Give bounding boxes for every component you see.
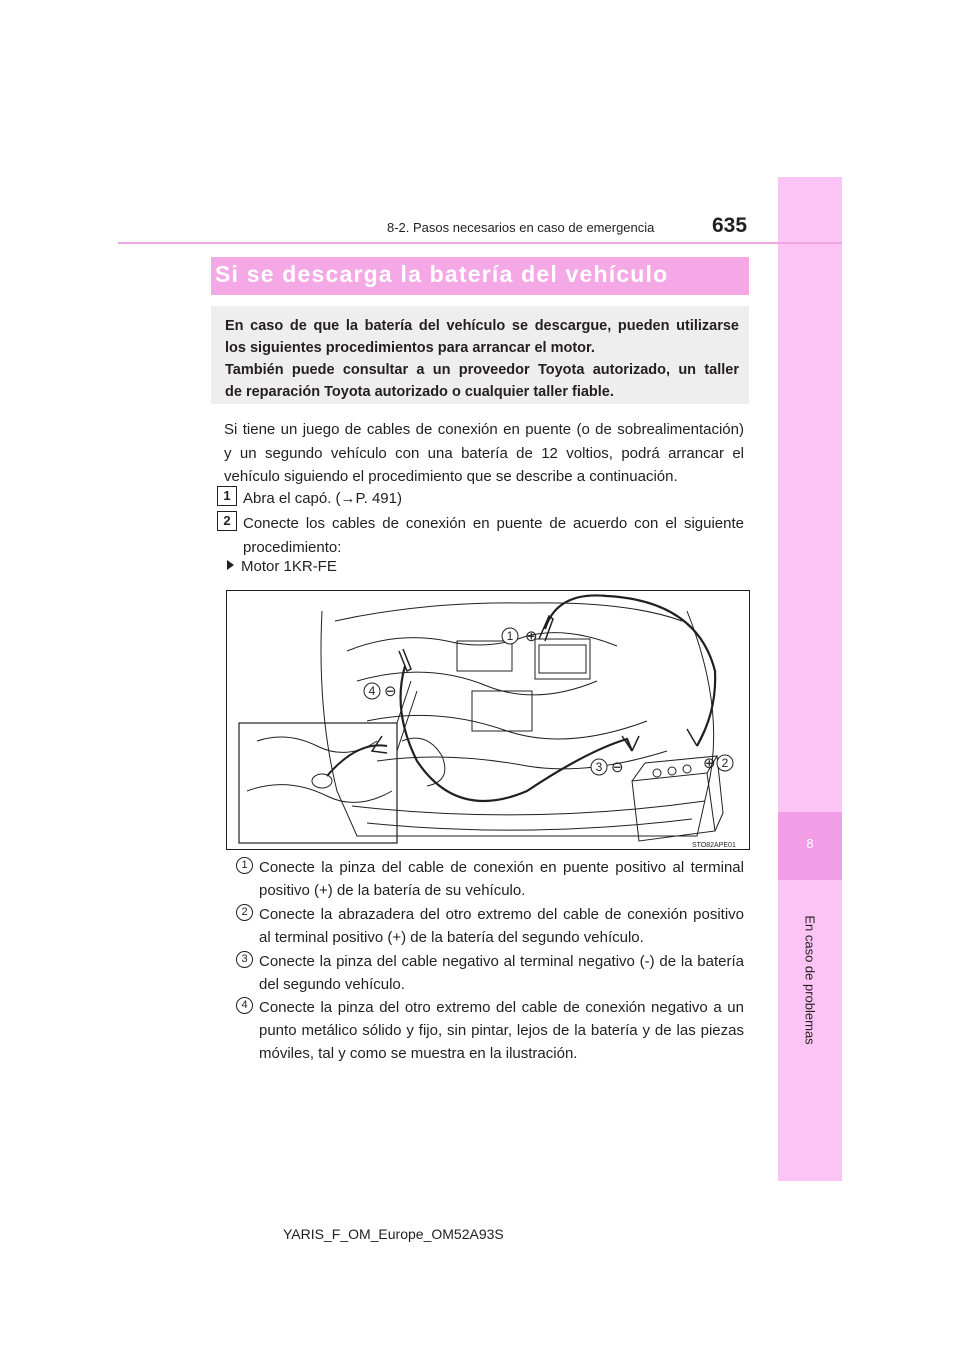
engine-block [457,641,512,671]
illustration-drawing [227,591,751,851]
callout-3-label: 3 [595,760,603,774]
figure-code: STO82APE01 [692,842,736,849]
intro-line: los siguientes procedimientos para arrancar el motor. [225,340,595,356]
battery-cap [668,767,676,775]
substep-number: 4 [236,997,253,1014]
engine-item [227,558,337,575]
battery-cap [653,769,661,777]
substep-text [259,903,744,949]
substep-text [259,856,744,902]
hood-edge [335,603,682,621]
jump-start-illustration [226,590,750,850]
bumper-line [352,801,705,815]
engine-block [472,691,532,731]
engine-contour [402,738,445,786]
step-text [243,512,744,559]
substep-line: móviles, tal y como se muestra en la ilustración. [259,1045,578,1062]
step-number-box: 2 [217,511,237,531]
second-battery [632,773,715,841]
vehicle-battery-top [539,645,586,673]
substep-line: punto metálico sólido y fijo, sin pintar, lejos de la batería y de las piezas [259,1022,744,1039]
chapter-number-tab[interactable]: 8 [778,812,842,880]
step-number-box: 1 [217,486,237,506]
inset-contour [247,785,392,803]
battery-cap [683,765,691,773]
body-line: y un segundo vehículo con una batería de 12 voltios, podrá arrancar el [224,444,744,462]
substep-line: positivo (+) de la batería de su vehículo. [259,882,526,899]
substep-number: 1 [236,857,253,874]
substep-line: Conecte la pinza del cable negativo al terminal negativo (-) de la batería [259,953,744,970]
engine-label: Motor 1KR-FE [241,558,337,575]
arrow-bullet-icon [227,560,234,570]
substep-text [259,996,744,1065]
running-header: 8-2. Pasos necesarios en caso de emergencia [387,220,655,235]
bumper-line [367,819,692,830]
minus-symbol-4: ⊖ [384,683,397,700]
plus-symbol-2: ⊕ [703,755,716,772]
substep-line: Conecte la pinza del cable de conexión en puente positivo al terminal [259,859,744,876]
body-line: vehículo siguiendo el procedimiento que se describe a continuación. [224,468,678,485]
inset-ground-point [312,774,332,788]
substep-line: al terminal positivo (+) de la batería del segundo vehículo. [259,929,644,946]
substep-number: 2 [236,904,253,921]
step-text [243,487,744,511]
callout-2-label: 2 [721,756,729,770]
intro-box [211,306,749,404]
chapter-label: En caso de problemas [802,915,818,1045]
minus-symbol-3: ⊖ [611,759,624,776]
negative-clamp-second [622,736,639,751]
body-line: Si tiene un juego de cables de conexión en puente (o de sobrealimentación) [224,421,744,438]
substep-line: Conecte la abrazadera del otro extremo del cable de conexión positivo [259,906,744,923]
page-number: 635 [712,214,748,237]
intro-line: En caso de que la batería del vehículo se descargue, pueden utilizarse [225,318,739,334]
substep-number: 3 [236,951,253,968]
substep-line: Conecte la pinza del otro extremo del cable de conexión negativo a un [259,999,744,1016]
substep-line: del segundo vehículo. [259,976,405,993]
header-rule [118,242,842,244]
document-footer: YARIS_F_OM_Europe_OM52A93S [283,1226,504,1242]
body-paragraph [224,418,744,489]
step-line: procedimiento: [243,538,342,556]
substep-text [259,950,744,996]
callout-4-label: 4 [368,684,376,698]
step-line: Abra el capó. (→P. 491) [243,490,402,507]
engine-contour [367,715,647,739]
intro-line: de reparación Toyota autorizado o cualquier taller fiable. [225,384,614,400]
section-title: Si se descarga la batería del vehículo [215,261,669,287]
callout-1-label: 1 [506,629,514,643]
step-line: Conecte los cables de conexión en puente de acuerdo con el siguiente [243,515,744,532]
plus-symbol-1: ⊕ [525,628,538,645]
engine-contour [347,633,617,651]
negative-clamp [399,649,411,671]
inset-detail-box [239,723,397,843]
intro-line: También puede consultar a un proveedor Toyota autorizado, un taller [225,362,739,378]
